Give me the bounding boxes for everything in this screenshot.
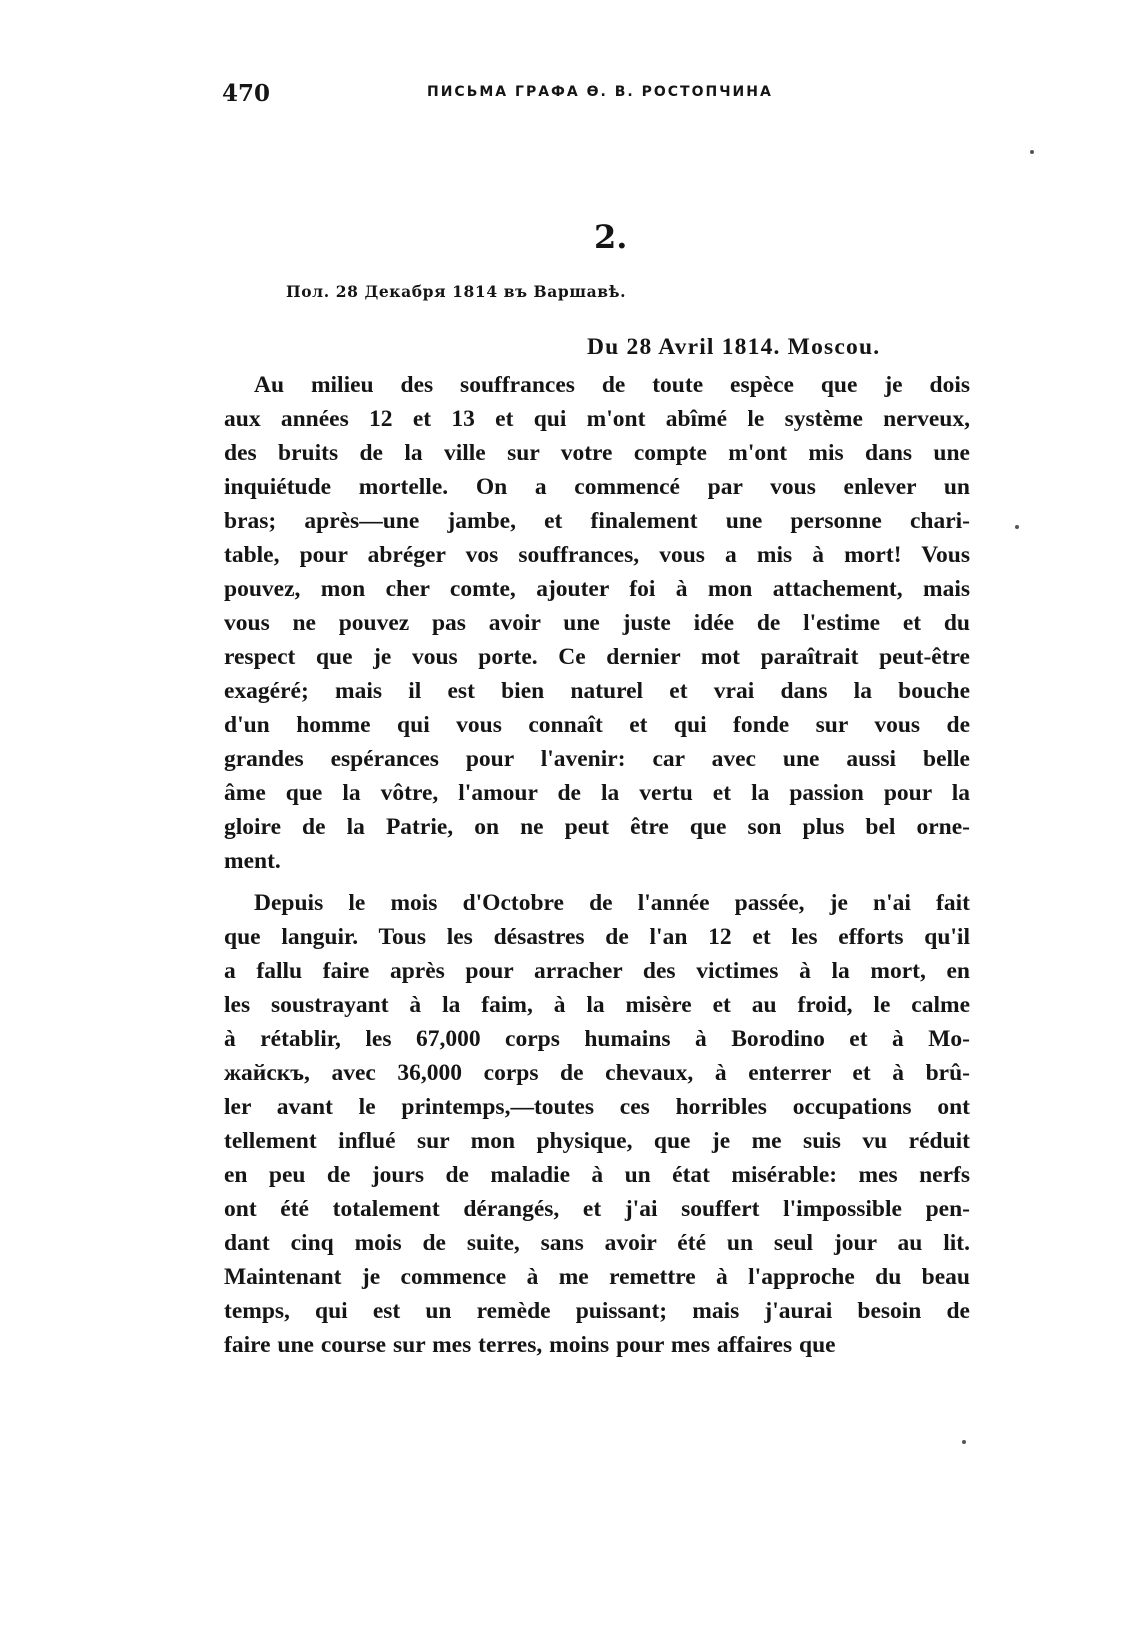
text-line: жайскъ, avec 36,000 corps de chevaux, à enterrer et à brû- — [224, 1060, 970, 1086]
running-title: ПИСЬМА ГРАФА Ѳ. В. РОСТОПЧИНА — [427, 84, 773, 100]
text-line: tellement influé sur mon physique, que je me suis vu réduit — [224, 1128, 970, 1154]
text-line: a fallu faire après pour arracher des victimes à la mort, en — [224, 958, 970, 984]
text-line: à rétablir, les 67,000 corps humains à Borodino et à Mo- — [224, 1026, 970, 1052]
running-head — [222, 80, 782, 110]
page-number: 470 — [222, 80, 271, 107]
text-line: des bruits de la ville sur votre compte m'ont mis dans une — [224, 440, 970, 466]
text-line: en peu de jours de maladie à un état misérable: mes nerfs — [224, 1162, 970, 1188]
text-line: Depuis le mois d'Octobre de l'année passée, je n'ai fait — [254, 890, 970, 916]
scan-speck — [962, 1440, 966, 1444]
letter-number: 2. — [594, 218, 628, 256]
text-line: faire une course sur mes terres, moins pour mes affaires que — [224, 1332, 836, 1358]
text-line: pouvez, mon cher comte, ajouter foi à mon attachement, mais — [224, 576, 970, 602]
text-line: que languir. Tous les désastres de l'an 12 et les efforts qu'il — [224, 924, 970, 950]
text-line: grandes espérances pour l'avenir: car avec une aussi belle — [224, 746, 970, 772]
letter-body — [224, 368, 970, 1362]
text-line: Maintenant je commence à me remettre à l'approche du beau — [224, 1264, 970, 1290]
paragraph — [224, 368, 970, 878]
text-line: inquiétude mortelle. On a commencé par vous enlever un — [224, 474, 970, 500]
text-line: dant cinq mois de suite, sans avoir été un seul jour au lit. — [224, 1230, 970, 1256]
text-line: gloire de la Patrie, on ne peut être que son plus bel orne- — [224, 814, 970, 840]
text-line: table, pour abréger vos souffrances, vous a mis à mort! Vous — [224, 542, 970, 568]
text-line: ont été totalement dérangés, et j'ai souffert l'impossible pen- — [224, 1196, 970, 1222]
paragraph — [224, 886, 970, 1362]
text-line: aux années 12 et 13 et qui m'ont abîmé le système nerveux, — [224, 406, 970, 432]
text-line: respect que je vous porte. Ce dernier mot paraîtrait peut-être — [224, 644, 970, 670]
scan-speck — [1030, 150, 1034, 154]
text-line: exagéré; mais il est bien naturel et vrai dans la bouche — [224, 678, 970, 704]
text-line: bras; après—une jambe, et finalement une personne chari- — [224, 508, 970, 534]
text-line: Au milieu des souffrances de toute espèce que je dois — [254, 372, 970, 398]
scan-speck — [1015, 525, 1019, 529]
text-line: les soustrayant à la faim, à la misère et au froid, le calme — [224, 992, 970, 1018]
text-line: ler avant le printemps,—toutes ces horribles occupations ont — [224, 1094, 970, 1120]
letter-dateline: Du 28 Avril 1814. Moscou. — [587, 334, 881, 360]
text-line: ment. — [224, 848, 281, 874]
text-line: temps, qui est un remède puissant; mais j'aurai besoin de — [224, 1298, 970, 1324]
text-line: d'un homme qui vous connaît et qui fonde sur vous de — [224, 712, 970, 738]
text-line: âme que la vôtre, l'amour de la vertu et la passion pour la — [224, 780, 970, 806]
paragraph-gap — [224, 878, 970, 886]
text-line: vous ne pouvez pas avoir une juste idée de l'estime et du — [224, 610, 970, 636]
received-note: Пол. 28 Декабря 1814 въ Варшавѣ. — [286, 282, 627, 301]
